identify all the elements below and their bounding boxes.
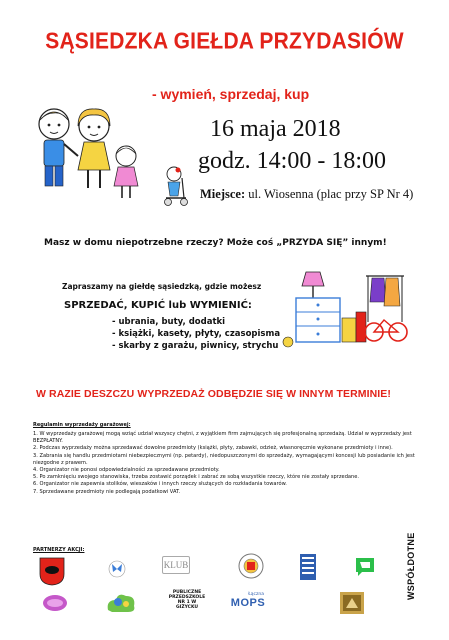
intro-invite: Zapraszamy na giełdę sąsiedzką, gdzie możesz	[62, 282, 262, 291]
children-illustration	[26, 104, 196, 212]
partners-label: PARTNERZY AKCJI:	[33, 547, 85, 553]
list-item: 7. Sprzedawane przedmioty nie podlegają podatkowi VAT.	[33, 488, 181, 495]
event-date: 16 maja 2018	[210, 116, 341, 142]
garage-sale-illustration	[282, 262, 414, 354]
blue-stripes-logo	[300, 554, 316, 580]
rules-title: Regulamin wyprzedaży garażowej:	[33, 422, 131, 428]
green-speech-logo	[354, 556, 376, 578]
klub-text: KLUB	[162, 556, 190, 574]
school-emblem-logo	[238, 552, 264, 580]
place-label: Miejsce:	[200, 187, 246, 201]
list-item: - skarby z garażu, piwnicy, strychu	[112, 341, 279, 351]
brown-square-logo	[340, 592, 364, 614]
rain-notice: W RAZIE DESZCZU WYPRZEDAŻ ODBĘDZIE SIĘ W INNYM TERMINIE!	[36, 388, 392, 400]
rules-list	[33, 431, 423, 496]
poster-subtitle: - wymień, sprzedaj, kup	[152, 86, 310, 102]
event-place	[200, 187, 413, 202]
library-logo-text: PUBLICZNE PRZEDSZKOLE NR 1 W GIŻYCKU	[168, 590, 206, 610]
place-value: ul. Wiosenna (plac przy SP Nr 4)	[245, 187, 414, 201]
poster-title: SĄSIEDZKA GIEŁDA PRZYDASIÓW	[45, 29, 404, 54]
pink-oval-logo	[42, 594, 68, 612]
list-item: - książki, kasety, płyty, czasopisma	[112, 329, 281, 339]
mops-small-text: Łączna	[248, 592, 264, 597]
mops-logo	[228, 592, 268, 616]
list-item: - ubrania, buty, dodatki	[112, 317, 226, 327]
colorful-cloud-logo	[104, 590, 138, 616]
list-item: 6. Organizator nie zapewnia stolików, wieszaków i innych rzeczy służących do rozkładania towarów.	[33, 481, 287, 488]
city-crest-logo	[38, 556, 66, 586]
list-item: 5. Po zamknięciu swojego stanowiska, trzeba zostawić porządek i zabrać ze sobą wszystkie rzeczy, które nie zostały sprzedane.	[33, 474, 360, 481]
event-hours: godz. 14:00 - 18:00	[198, 148, 386, 174]
mops-text: MOPS	[230, 597, 266, 609]
wspoldotne-vertical-text: WSPÓŁDOTNE	[406, 532, 416, 600]
butterfly-logo	[108, 558, 126, 580]
goods-list	[112, 316, 280, 352]
intro-question: Masz w domu niepotrzebne rzeczy? Może coś „PRZYDA SIĘ” innym!	[44, 238, 387, 248]
klub-logo	[162, 556, 188, 580]
list-item: 1. W wyprzedaży garażowej mogą wziąć udział wszyscy chętni, z wyjątkiem firm zajmujących się profesjonalną sprzedażą. Udział w wyprzedaży jest BEZPŁATNY.	[33, 431, 412, 445]
sell-heading: SPRZEDAĆ, KUPIĆ lub WYMIENIĆ:	[64, 300, 252, 311]
list-item: 4. Organizator nie ponosi odpowiedzialności za sprzedawane przedmioty.	[33, 467, 220, 474]
list-item: 3. Zabrania się handlu przedmiotami niebezpiecznymi (np. petardy), niedopuszczonymi do sprzedaży, wymagającymi koncesji lub posiadanie ich jest niezgodne z prawem.	[33, 452, 415, 466]
list-item: 2. Podczas wyprzedaży można sprzedawać dowolne przedmioty (książki, płyty, zabawki, odzież, własnoręcznie wykonane przedmioty i inne).	[33, 445, 393, 452]
